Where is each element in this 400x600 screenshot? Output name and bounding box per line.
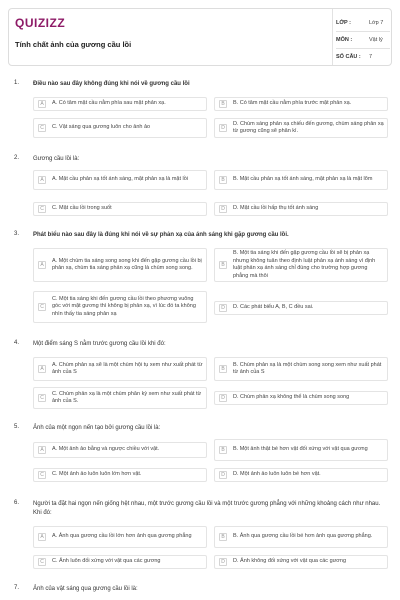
option-text: A. Ảnh qua gương cầu lồi lớn hơn ảnh qua gương phẳng <box>52 533 192 540</box>
option-text: C. Một tia sáng khi đến gương cầu lồi theo phương vuông góc với mặt gương thì không bị phản xạ, vì lúc đó ta không nhìn thấy tia sáng phản xạ <box>52 295 196 317</box>
option-letter-box: B <box>219 100 227 108</box>
option-letter-box: A <box>38 100 46 108</box>
question-text: Điều nào sau đây không đúng khi nói về gương cầu lồi <box>33 81 190 87</box>
option-text: D. Chùm sáng phản xạ chiếu đến gương, chùm sáng phản xạ từ gương cũng sẽ phân kì. <box>233 120 384 134</box>
worksheet-header <box>8 8 392 66</box>
question-text: Gương cầu lồi là: <box>33 156 80 162</box>
option-letter-box: D <box>219 558 227 566</box>
option-b[interactable] <box>214 439 388 461</box>
option-a[interactable] <box>33 442 207 458</box>
option-a[interactable] <box>33 357 207 381</box>
option-b[interactable] <box>214 97 388 111</box>
meta-row-class <box>336 15 390 32</box>
question-number: 3. <box>14 231 20 237</box>
option-letter-box: A <box>38 176 46 184</box>
option-text: A. Một ảnh ảo bằng và ngược chiều với vật. <box>52 446 160 453</box>
option-letter-box: C <box>38 124 46 132</box>
question-text: Phát biểu nào sau đây là đúng khi nói về sự phản xạ của ánh sáng khi gặp gương cầu lồi. <box>33 232 289 238</box>
option-letter-box: C <box>38 394 46 402</box>
option-a[interactable] <box>33 97 207 111</box>
option-text: C. Một ảnh ảo luôn luôn lớn hơn vật. <box>52 471 142 478</box>
option-d[interactable] <box>214 391 388 405</box>
question-number: 5. <box>14 424 20 430</box>
option-b[interactable] <box>214 526 388 548</box>
option-letter-box: A <box>38 533 46 541</box>
option-text: D. Ảnh không đối xứng với vật qua các gương <box>233 558 347 565</box>
option-letter-box: C <box>38 205 46 213</box>
option-letter-box: D <box>219 394 227 402</box>
option-text: B. Ảnh qua gương cầu lồi bé hơn ảnh qua gương phẳng. <box>233 533 373 540</box>
meta-value: 7 <box>369 54 373 60</box>
question-text: Ảnh của một ngọn nến tạo bởi gương cầu lồi là: <box>33 425 161 431</box>
option-b[interactable] <box>214 170 388 190</box>
option-text: C. Ảnh luôn đối xứng với vật qua các gương <box>52 558 161 565</box>
option-c[interactable] <box>33 202 207 216</box>
option-text: A. Một chùm tia sáng song song khi đến gặp gương cầu lồi bị phản xạ, chùm tia sáng phản xạ cũng là chùm song song. <box>52 257 202 271</box>
option-c[interactable] <box>33 387 207 409</box>
question-number: 7. <box>14 585 20 591</box>
question-number: 2. <box>14 155 20 161</box>
option-d[interactable] <box>214 301 388 315</box>
option-letter-box: A <box>38 261 46 269</box>
option-letter-box: A <box>38 365 46 373</box>
option-a[interactable] <box>33 170 207 190</box>
option-d[interactable] <box>214 468 388 482</box>
question-text: Người ta đặt hai ngọn nến giống hệt nhau, một trước gương cầu lồi và một trước gương phẳng với những khoảng cách như nhau. Khi đó: <box>33 501 381 516</box>
meta-row-question-count <box>336 49 390 65</box>
option-text: D. Chùm phản xạ không thể là chùm song song <box>233 394 350 401</box>
option-text: B. Chùm phản xạ là một chùm song song xem như xuất phát từ ảnh của S <box>233 361 382 375</box>
option-letter-box: D <box>219 124 227 132</box>
option-b[interactable] <box>214 248 388 282</box>
option-letter-box: B <box>219 261 227 269</box>
option-text: C. Chùm phản xạ là một chùm phân kỳ xem như xuất phát từ ảnh của S. <box>52 390 202 404</box>
option-letter-box: B <box>219 446 227 454</box>
question-text: Ảnh của vật sáng qua gương cầu lồi là: <box>33 586 138 592</box>
option-a[interactable] <box>33 248 207 282</box>
question-number: 4. <box>14 340 20 346</box>
option-text: A. Chùm phản xạ sẽ là một chùm hội tụ xem như xuất phát từ ảnh của S <box>52 361 203 375</box>
option-text: B. Có tâm mặt cầu nằm phía trước mặt phản xạ. <box>233 100 352 107</box>
option-text: D. Các phát biểu A, B, C đều sai. <box>233 304 314 311</box>
option-c[interactable] <box>33 118 207 138</box>
question-number: 1. <box>14 80 20 86</box>
option-c[interactable] <box>33 291 207 323</box>
meta-label: MÔN : <box>336 37 353 43</box>
meta-value: Vật lý <box>369 37 383 43</box>
option-b[interactable] <box>214 357 388 381</box>
question-text: Một điểm sáng S nằm trước gương cầu lồi khi đó: <box>33 341 166 347</box>
question-number: 6. <box>14 500 20 506</box>
option-letter-box: C <box>38 471 46 479</box>
option-letter-box: C <box>38 558 46 566</box>
option-text: B. Một ảnh thật bé hơn vật đối xứng với vật qua gương <box>233 446 368 453</box>
option-d[interactable] <box>214 118 388 138</box>
worksheet-meta <box>336 15 390 65</box>
option-letter-box: B <box>219 176 227 184</box>
option-text: C. Vật sáng qua gương luôn cho ảnh ảo <box>52 124 151 131</box>
quizizz-logo: QUIZIZZ <box>15 16 66 30</box>
option-text: C. Mặt cầu lồi trong suốt <box>52 205 112 212</box>
option-text: B. Mặt cầu phản xạ tốt ánh sáng, mặt phản xạ là mặt lõm <box>233 176 373 183</box>
header-divider <box>332 9 333 65</box>
option-letter-box: A <box>38 446 46 454</box>
option-c[interactable] <box>33 555 207 569</box>
meta-label: SỐ CÂU : <box>336 54 361 60</box>
option-text: A. Có tâm mặt cầu nằm phía sau mặt phản xạ. <box>52 100 166 107</box>
meta-row-subject <box>336 32 390 49</box>
option-text: A. Mặt cầu phản xạ tốt ánh sáng, mặt phản xạ là mặt lồi <box>52 176 189 183</box>
option-text: B. Một tia sáng khi đến gặp gương cầu lồi sẽ bị phản xạ nhưng không tuân theo định luật phản xạ ánh sáng vì định luật phản xạ ánh sáng chỉ đúng cho trường hợp gương phẳng mà thôi <box>233 250 376 279</box>
option-d[interactable] <box>214 555 388 569</box>
worksheet-title: Tính chất ảnh của gương cầu lồi <box>15 40 132 49</box>
option-c[interactable] <box>33 468 207 482</box>
meta-value: Lớp 7 <box>369 20 384 26</box>
option-text: D. Một ảnh ảo luôn luôn bé hơn vật. <box>233 471 321 478</box>
meta-label: LỚP : <box>336 20 351 26</box>
option-letter-box: D <box>219 471 227 479</box>
option-letter-box: B <box>219 365 227 373</box>
option-letter-box: D <box>219 205 227 213</box>
option-text: D. Mặt cầu lồi hấp thụ tốt ánh sáng <box>233 205 319 212</box>
option-letter-box: D <box>219 304 227 312</box>
option-d[interactable] <box>214 202 388 216</box>
option-a[interactable] <box>33 526 207 548</box>
option-letter-box: B <box>219 533 227 541</box>
option-letter-box: C <box>38 303 46 311</box>
